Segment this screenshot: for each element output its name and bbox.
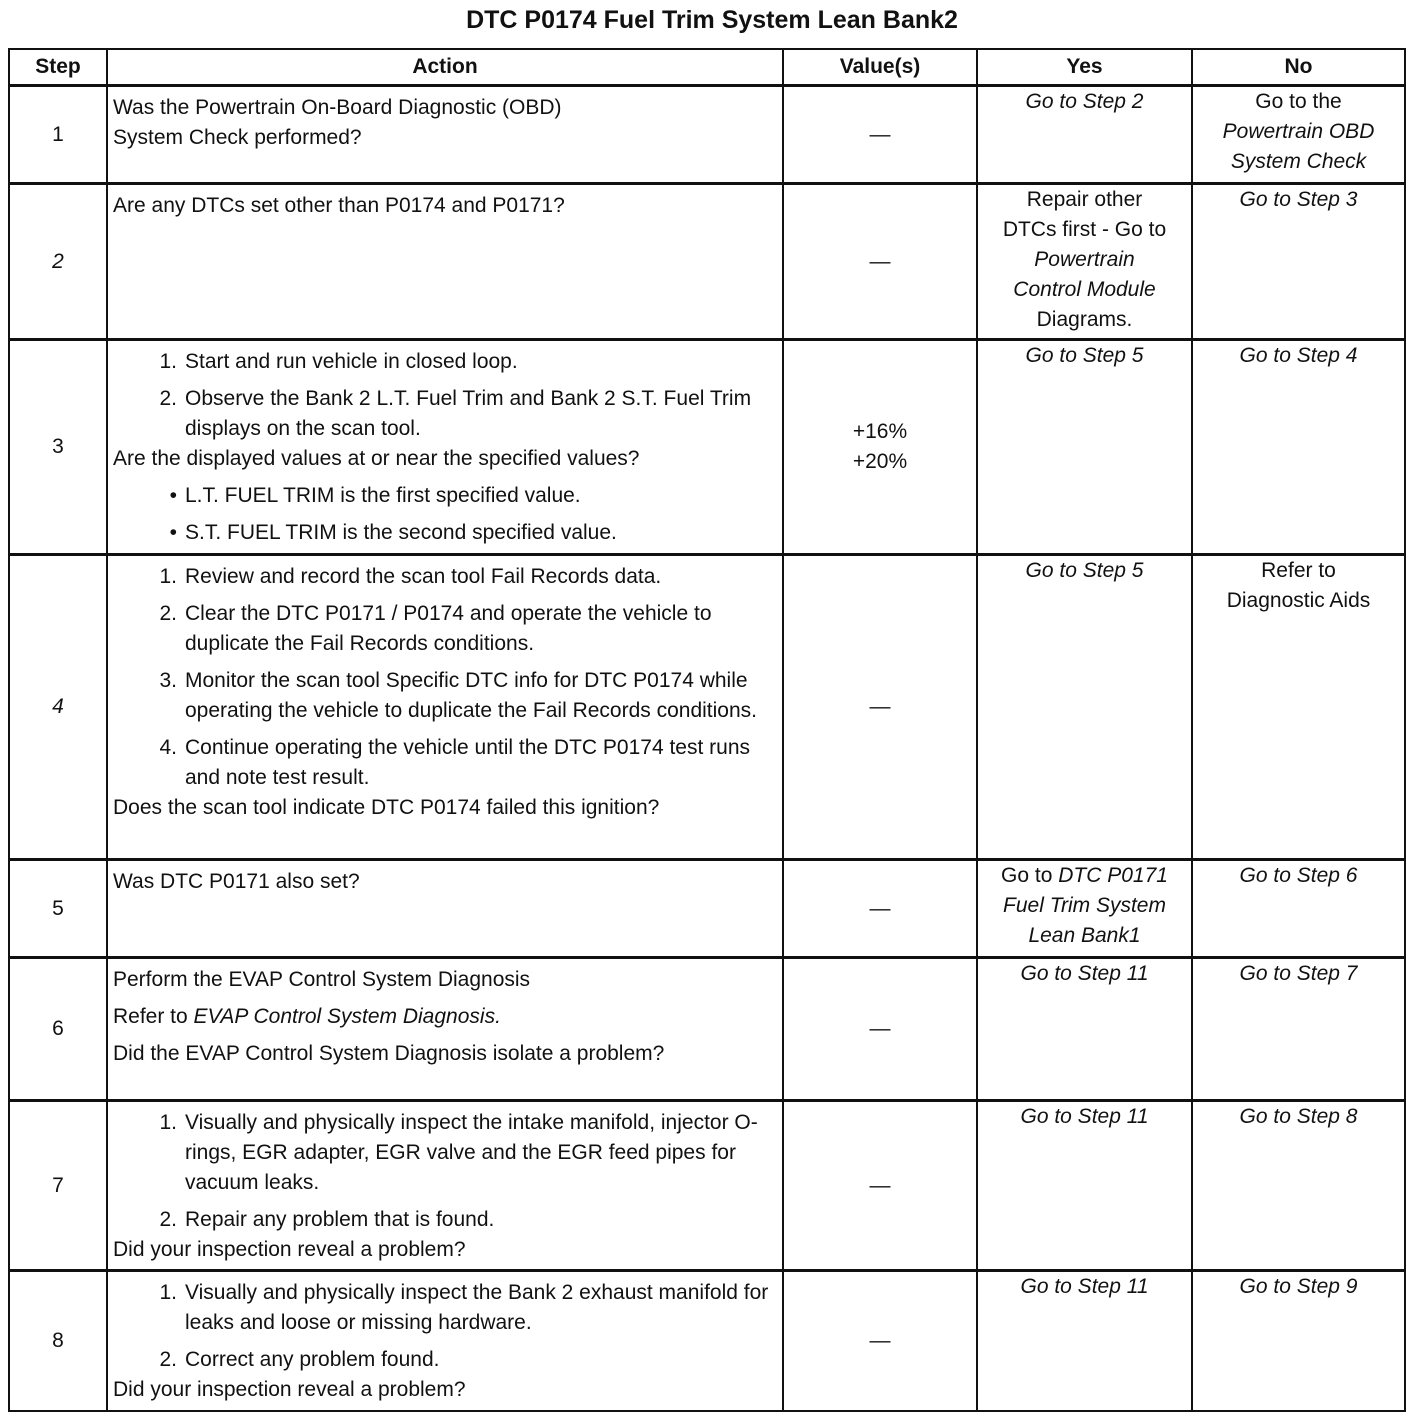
value-text: — [869,896,891,920]
list-item: 1. Visually and physically inspect the Bank 2 exhaust manifold for leaks and loose or missing hardware. [159,1281,769,1334]
table-row [9,958,1405,1101]
header-no: No [1192,49,1405,86]
action-text: Are any DTCs set other than P0174 and P0171? [113,194,565,217]
diagnostic-table [8,48,1406,1412]
question-text: Did your inspection reveal a problem? [113,1238,466,1261]
step-number: 6 [9,958,107,1101]
action-text: System Check performed? [113,126,362,149]
value-cell [783,860,977,958]
step-number: 1 [9,86,107,184]
bullet-item: • L.T. FUEL TRIM is the first specified value. [169,484,581,507]
yes-cell [977,340,1192,555]
action-cell [107,958,783,1101]
step-number: 2 [9,184,107,340]
procedure-link[interactable]: EVAP Control System Diagnosis. [193,1005,501,1028]
table-row [9,86,1405,184]
no-cell [1192,1101,1405,1271]
no-cell [1192,340,1405,555]
yes-link[interactable]: Powertrain [1034,248,1135,271]
page-title: DTC P0174 Fuel Trim System Lean Bank2 [466,6,958,34]
action-cell [107,555,783,860]
yes-link[interactable]: Go to Step 11 [1020,1275,1149,1298]
header-step: Step [9,49,107,86]
yes-cell [977,1271,1192,1411]
action-cell [107,184,783,340]
value-text: — [869,122,891,146]
no-link[interactable]: Go to Step 8 [1239,1105,1358,1128]
value-cell [783,340,977,555]
question-text: Did your inspection reveal a problem? [113,1378,466,1401]
action-cell [107,860,783,958]
value-cell [783,1271,977,1411]
list-item: 3. Monitor the scan tool Specific DTC info for DTC P0174 while operating the vehicle to duplicate the Fail Records conditions. [159,669,758,722]
question-text: Did the EVAP Control System Diagnosis isolate a problem? [113,1042,665,1065]
no-link[interactable]: Go to Step 3 [1239,188,1358,211]
step-number: 7 [9,1101,107,1271]
question-text: Are the displayed values at or near the specified values? [113,447,640,470]
list-item: 2. Observe the Bank 2 L.T. Fuel Trim and Bank 2 S.T. Fuel Trim displays on the scan tool. [159,387,752,440]
list-item: 1. Visually and physically inspect the intake manifold, injector O-rings, EGR adapter, EGR valve and the EGR feed pipes for vacuum leaks. [159,1111,758,1194]
yes-link[interactable]: DTC P0171 [1058,864,1168,887]
step-number: 5 [9,860,107,958]
yes-link[interactable]: Go to Step 5 [1025,559,1144,582]
yes-cell [977,958,1192,1101]
table-header-row [9,49,1405,86]
yes-text: DTCs first - Go to [1002,218,1167,241]
value-cell [783,555,977,860]
action-text: Refer to [113,1005,194,1028]
value-text: +16% [852,420,908,443]
table-row [9,340,1405,555]
yes-link[interactable]: Go to Step 2 [1025,90,1144,113]
action-text: Was DTC P0171 also set? [113,870,360,893]
value-text: — [869,1173,891,1197]
yes-link[interactable]: Control Module [1013,278,1156,301]
table-row [9,860,1405,958]
yes-link[interactable]: Fuel Trim System [1003,894,1166,917]
action-cell [107,340,783,555]
value-text: — [869,695,891,718]
value-cell [783,184,977,340]
no-cell [1192,958,1405,1101]
value-cell [783,86,977,184]
value-text: — [869,249,891,273]
list-item: 2. Repair any problem that is found. [159,1208,495,1231]
no-cell [1192,86,1405,184]
no-link[interactable]: Go to Step 7 [1239,962,1358,985]
yes-link[interactable]: Go to Step 11 [1020,1105,1149,1128]
no-cell [1192,1271,1405,1411]
header-values: Value(s) [783,49,977,86]
no-link[interactable]: Go to Step 4 [1239,344,1358,367]
step-number: 4 [9,555,107,860]
list-item: 4. Continue operating the vehicle until the DTC P0174 test runs and note test result. [159,736,751,789]
no-text: Go to the [1255,90,1342,113]
no-link[interactable]: Go to Step 9 [1239,1275,1358,1298]
yes-link[interactable]: Lean Bank1 [1028,924,1141,947]
table-row [9,1101,1405,1271]
action-cell [107,1271,783,1411]
no-cell [1192,555,1405,860]
no-link[interactable]: Powertrain OBD [1222,120,1375,143]
header-yes: Yes [977,49,1192,86]
value-text: +20% [852,450,908,473]
no-cell [1192,184,1405,340]
list-item: 2. Clear the DTC P0171 / P0174 and operate the vehicle to duplicate the Fail Records conditions. [159,602,712,655]
table-row [9,184,1405,340]
action-text: Perform the EVAP Control System Diagnosis [113,968,531,991]
list-item: 1. Start and run vehicle in closed loop. [159,350,518,373]
table-row [9,1271,1405,1411]
step-number: 3 [9,340,107,555]
yes-cell [977,555,1192,860]
no-text: Refer to [1261,559,1336,582]
yes-text: Diagrams. [1036,308,1133,331]
yes-link[interactable]: Go to Step 5 [1025,344,1144,367]
yes-cell [977,860,1192,958]
list-item: 1. Review and record the scan tool Fail Records data. [159,565,662,588]
no-link[interactable]: System Check [1230,150,1367,173]
header-action: Action [107,49,783,86]
question-text: Does the scan tool indicate DTC P0174 failed this ignition? [113,796,660,819]
action-cell [107,1101,783,1271]
yes-text: Go to [1001,864,1059,887]
no-cell [1192,860,1405,958]
value-text: — [869,1328,891,1352]
list-item: 2. Correct any problem found. [159,1348,440,1371]
action-text: Was the Powertrain On-Board Diagnostic (OBD) [113,96,562,119]
yes-cell [977,184,1192,340]
table-row [9,555,1405,860]
value-text: — [869,1017,891,1040]
yes-cell [977,1101,1192,1271]
bullet-item: • S.T. FUEL TRIM is the second specified value. [169,521,617,544]
no-link[interactable]: Go to Step 6 [1239,864,1358,887]
no-text: Diagnostic Aids [1226,589,1371,612]
value-cell [783,958,977,1101]
step-number: 8 [9,1271,107,1411]
yes-cell [977,86,1192,184]
value-cell [783,1101,977,1271]
action-cell [107,86,783,184]
yes-text: Repair other [1026,188,1143,211]
yes-link[interactable]: Go to Step 11 [1020,962,1149,985]
